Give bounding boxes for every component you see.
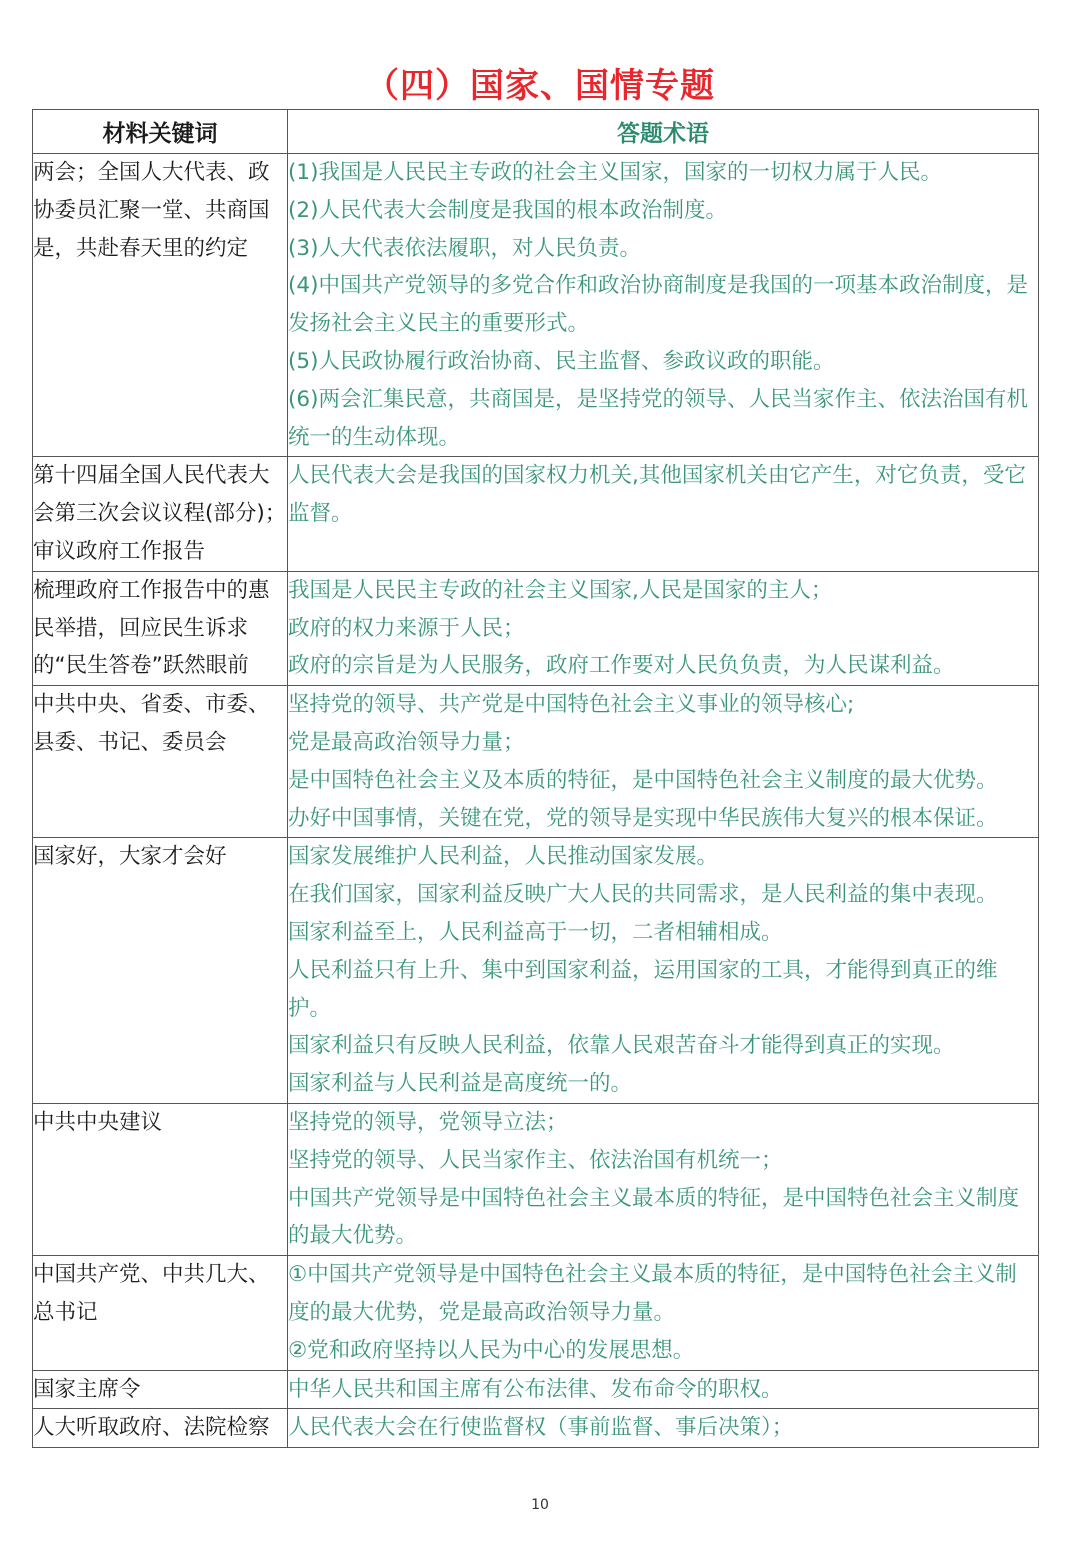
answer-line: 国家发展维护人民利益，人民推动国家发展。	[288, 844, 719, 870]
answer-line: 政府的权力来源于人民；	[288, 615, 525, 641]
keyword-cell	[33, 154, 288, 457]
answer-line: 中国共产党领导是中国特色社会主义最本质的特征，是中国特色社会主义制度的最大优势。	[288, 1185, 1020, 1249]
table-row	[33, 1370, 1039, 1409]
header-answer: 答题术语	[288, 110, 1039, 154]
answer-line: (1)我国是人民民主专政的社会主义国家，国家的一切权力属于人民。	[288, 160, 942, 185]
answer-line: 在我们国家，国家利益反映广大人民的共同需求，是人民利益的集中表现。	[288, 882, 998, 908]
answer-cell	[288, 686, 1039, 838]
header-keyword: 材料关键词	[33, 110, 288, 154]
answer-line: 人民利益只有上升、集中到国家利益，运用国家的工具，才能得到真正的维护。	[288, 957, 998, 1021]
answer-line: (2)人民代表大会制度是我国的根本政治制度。	[288, 197, 727, 223]
keyword-cell	[33, 838, 288, 1104]
answer-line: (4)中国共产党领导的多党合作和政治协商制度是我国的一项基本政治制度，是发扬社会主义民主的重要形式。	[288, 273, 1028, 337]
keyword-cell	[33, 1256, 288, 1370]
answer-line: 坚持党的领导，党领导立法；	[288, 1109, 568, 1135]
answer-cell	[288, 1103, 1039, 1255]
answer-line: 是中国特色社会主义及本质的特征，是中国特色社会主义制度的最大优势。	[288, 767, 998, 793]
answer-line: 政府的宗旨是为人民服务，政府工作要对人民负负责，为人民谋利益。	[288, 653, 955, 679]
answer-cell	[288, 1409, 1039, 1448]
keyword-text: 梳理政府工作报告中的惠民举措，回应民生诉求的“民生答卷”跃然眼前	[33, 577, 270, 679]
answer-line: (5)人民政协履行政治协商、民主监督、参政议政的职能。	[288, 348, 835, 374]
page-number: 10	[531, 1497, 549, 1513]
keyword-text: 中国共产党、中共几大、总书记	[33, 1262, 270, 1325]
answer-line: 坚持党的领导、人民当家作主、依法治国有机统一；	[288, 1147, 783, 1173]
table-row	[33, 1103, 1039, 1255]
answer-line: 人民代表大会在行使监督权（事前监督、事后决策）；	[288, 1415, 794, 1441]
answer-cell	[288, 1256, 1039, 1370]
keyword-text: 中共中央、省委、市委、县委、书记、委员会	[33, 692, 270, 755]
answer-line: ①中国共产党领导是中国特色社会主义最本质的特征，是中国特色社会主义制度的最大优势，党是最高政治领导力量。	[288, 1262, 1017, 1325]
answer-line: 办好中国事情，关键在党，党的领导是实现中华民族伟大复兴的根本保证。	[288, 805, 998, 831]
keyword-cell	[33, 571, 288, 685]
keyword-text: 两会；全国人大代表、政协委员汇聚一堂、共商国是，共赴春天里的约定	[33, 160, 270, 261]
keyword-text: 国家主席令	[33, 1376, 141, 1402]
keyword-text: 审议政府工作报告	[33, 538, 206, 564]
answer-cell	[288, 1370, 1039, 1409]
table-row	[33, 571, 1039, 685]
answer-cell	[288, 838, 1039, 1104]
keyword-cell	[33, 1103, 288, 1255]
table-row	[33, 686, 1039, 838]
keyword-cell	[33, 457, 288, 571]
answer-line: ②党和政府坚持以人民为中心的发展思想。	[288, 1337, 695, 1363]
table-row	[33, 1256, 1039, 1370]
answer-line: 国家利益只有反映人民利益，依靠人民艰苦奋斗才能得到真正的实现。	[288, 1033, 955, 1059]
table-row	[33, 1409, 1039, 1448]
keyword-text: 国家好，大家才会好	[33, 844, 227, 870]
answer-line: (6)两会汇集民意，共商国是，是坚持党的领导、人民当家作主、依法治国有机统一的生动体现。	[288, 386, 1028, 450]
answer-line: 坚持党的领导、共产党是中国特色社会主义事业的领导核心;	[288, 692, 855, 718]
answer-line: (3)人大代表依法履职，对人民负责。	[288, 235, 641, 261]
answer-line: 我国是人民民主专政的社会主义国家,人民是国家的主人；	[288, 577, 833, 603]
answer-line: 中华人民共和国主席有公布法律、发布命令的职权。	[288, 1376, 783, 1402]
keyword-cell	[33, 1409, 288, 1448]
answer-line: 党是最高政治领导力量；	[288, 729, 525, 755]
table-row	[33, 154, 1039, 457]
answer-cell	[288, 571, 1039, 685]
keyword-text: 人大听取政府、法院检察	[33, 1415, 270, 1441]
answer-line: 国家利益至上，人民利益高于一切，二者相辅相成。	[288, 919, 783, 945]
topic-table	[32, 109, 1039, 1448]
keyword-text: 第十四届全国人民代表大会第三次会议议程(部分)；	[33, 463, 287, 527]
keyword-cell	[33, 686, 288, 838]
keyword-text: 中共中央建议	[33, 1109, 163, 1135]
answer-cell	[288, 457, 1039, 571]
table-row	[33, 457, 1039, 571]
table-row	[33, 838, 1039, 1104]
page-title: （四）国家、国情专题	[365, 66, 715, 106]
table-header-row	[33, 110, 1039, 154]
answer-line: 国家利益与人民利益是高度统一的。	[288, 1071, 633, 1097]
keyword-cell	[33, 1370, 288, 1409]
answer-cell	[288, 154, 1039, 457]
answer-line: 人民代表大会是我国的国家权力机关,其他国家机关由它产生，对它负责，受它监督。	[288, 463, 1026, 527]
